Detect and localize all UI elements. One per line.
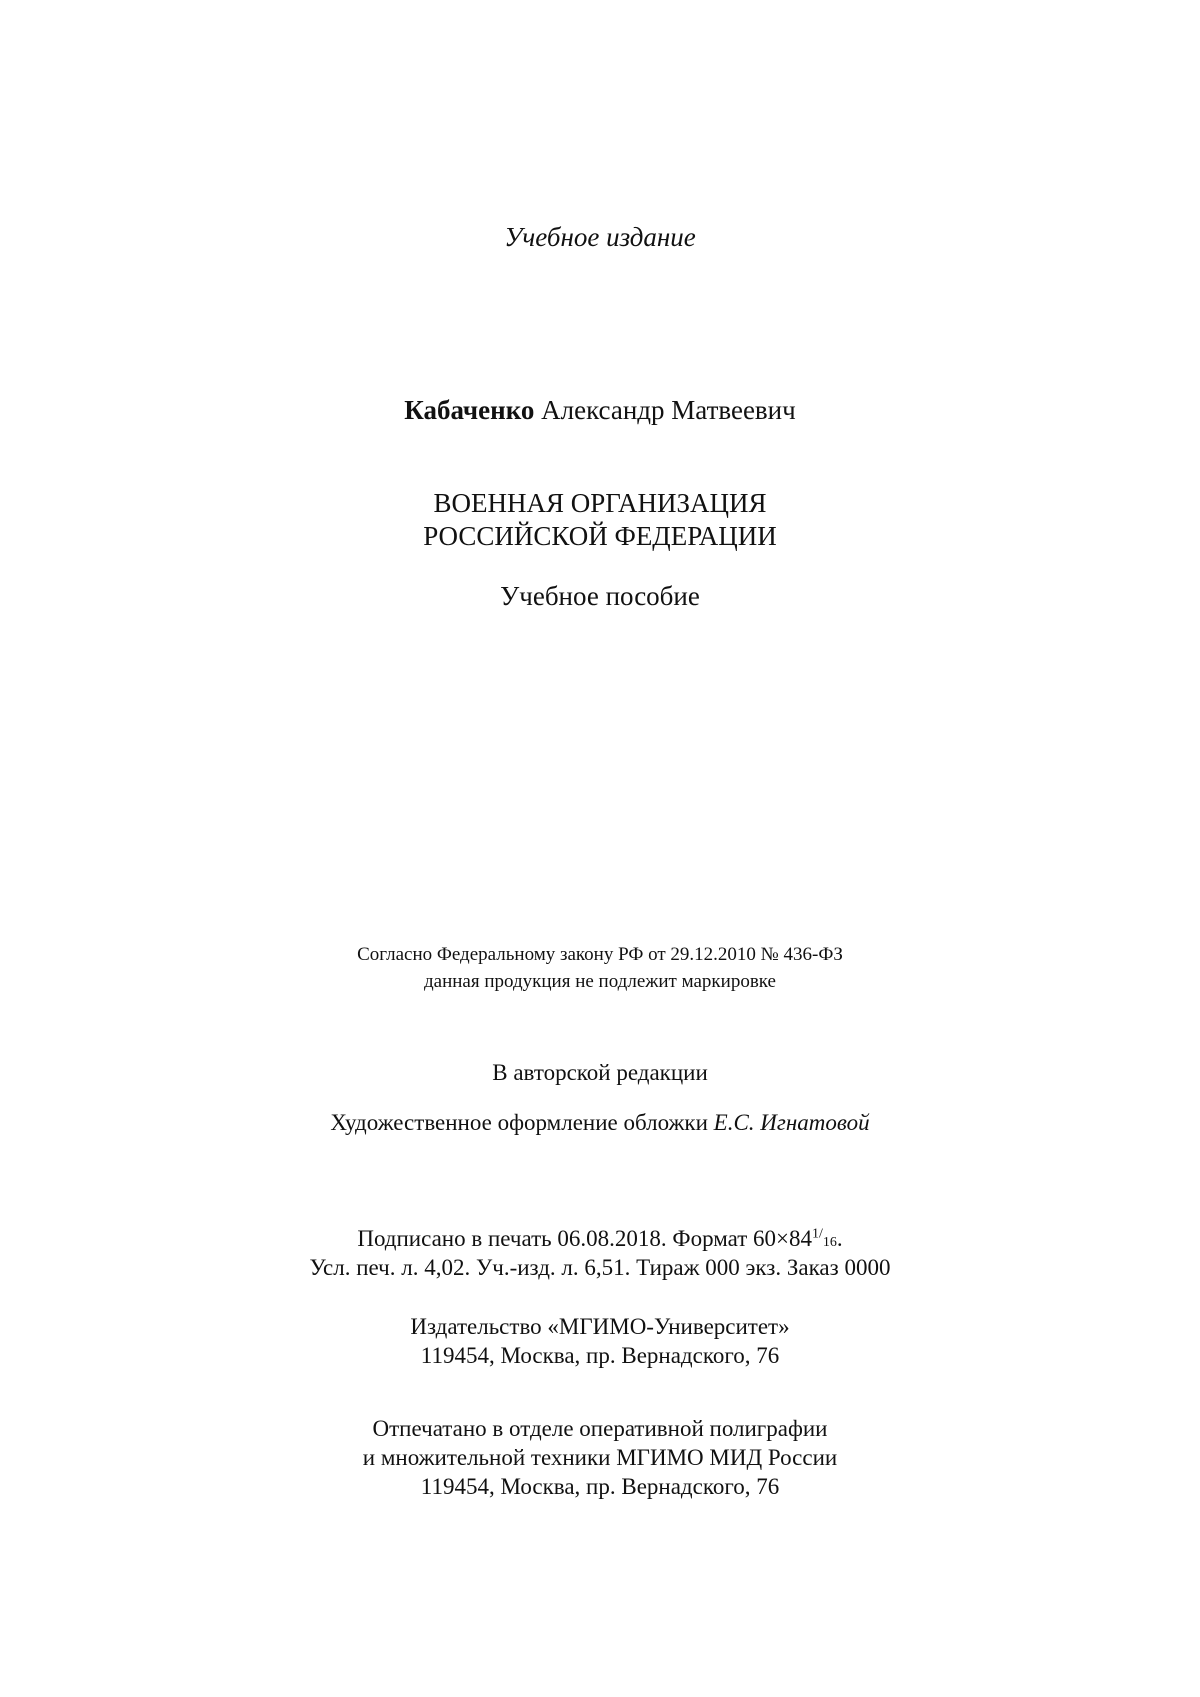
edition-type-text: Учебное издание (504, 222, 696, 252)
publisher-address: 119454, Москва, пр. Вернадского, 76 (420, 1343, 780, 1368)
legal-notice (0, 941, 1200, 995)
legal-notice-line-1: Согласно Федеральному закону РФ от 29.12.2010 № 436-ФЗ (357, 944, 843, 965)
author-given-names: Александр Матвеевич (541, 395, 796, 425)
format-fraction-denominator: 16 (822, 1235, 837, 1250)
editorial-note-text: В авторской редакции (492, 1060, 708, 1085)
book-title-line-1: ВОЕННАЯ ОРГАНИЗАЦИЯ (433, 488, 767, 518)
publisher-info (0, 1312, 1200, 1370)
printer-info (0, 1414, 1200, 1501)
printer-line-1: Отпечатано в отделе оперативной полиграфии (372, 1416, 828, 1441)
cover-design-credit (0, 1110, 1200, 1136)
printer-address: 119454, Москва, пр. Вернадского, 76 (420, 1474, 780, 1499)
editorial-note (0, 1060, 1200, 1086)
printer-line-2: и множительной техники МГИМО МИД России (362, 1445, 838, 1470)
author-surname: Кабаченко (404, 395, 535, 425)
publisher-name: Издательство «МГИМО-Университет» (410, 1314, 790, 1339)
print-info (0, 1224, 1200, 1282)
print-info-line-1 (0, 1224, 1200, 1253)
print-info-line-2: Усл. печ. л. 4,02. Уч.-изд. л. 6,51. Тираж 000 экз. Заказ 0000 (309, 1255, 891, 1280)
legal-notice-line-2: данная продукция не подлежит маркировке (424, 971, 776, 992)
book-title (0, 487, 1200, 553)
cover-design-label: Художественное оформление обложки (330, 1110, 708, 1135)
author (0, 395, 1200, 426)
book-subtitle-text: Учебное пособие (500, 581, 700, 611)
cover-design-line (0, 1110, 1200, 1136)
cover-designer-name: Е.С. Игнатовой (713, 1110, 870, 1135)
print-info-line-1-end: . (836, 1226, 843, 1251)
edition-type (0, 222, 1200, 253)
book-subtitle (0, 581, 1200, 612)
format-fraction-numerator: 1/ (812, 1226, 823, 1242)
print-signed-text: Подписано в печать 06.08.2018. Формат 60×84 (357, 1226, 812, 1251)
book-title-line-2: РОССИЙСКОЙ ФЕДЕРАЦИИ (423, 521, 777, 551)
author-line (0, 395, 1200, 426)
